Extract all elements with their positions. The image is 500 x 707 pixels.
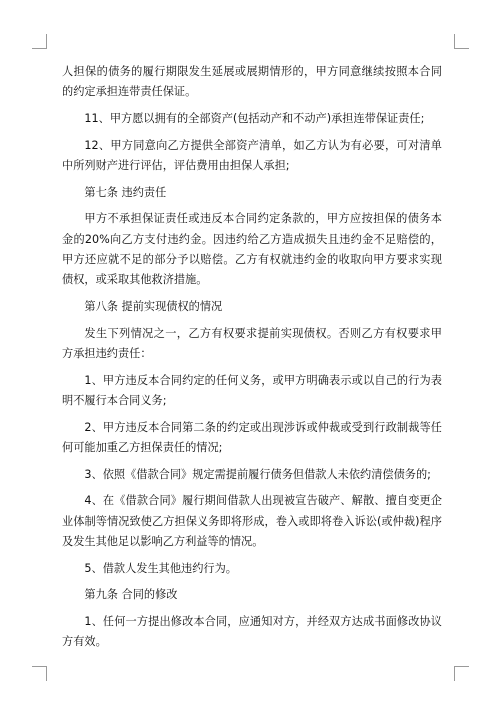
clause-12: 12、甲方同意向乙方提供全部资产清单，如乙方认为有必要，可对清单中所列财产进行评估，评估费用由担保人承担; bbox=[62, 138, 442, 172]
article-8-item-3: 3、依照《借款合同》规定需提前履行债务但借款人未依约清偿债务的; bbox=[84, 467, 431, 481]
crop-mark-bottom-right bbox=[454, 666, 469, 681]
article-9-item-1: 1、任何一方提出修改本合同，应通知对方，并经双方达成书面修改协议方有效。 bbox=[62, 614, 442, 649]
paragraph-continuation: 人担保的债务的履行期限发生延展或展期情形的，甲方同意继续按照本合同的约定承担连带责任保证。 bbox=[62, 65, 442, 99]
clause-11: 11、甲方愿以拥有的全部资产(包括动产和不动产)承担连带保证责任; bbox=[84, 112, 425, 125]
article-8-item-2: 2、甲方违反本合同第二条的约定或出现涉诉或仲裁或受到行政制裁等任何可能加重乙方担保责任的情况; bbox=[62, 420, 442, 454]
crop-mark-top-right bbox=[454, 34, 469, 49]
document-body bbox=[62, 62, 442, 659]
crop-mark-top-left bbox=[32, 34, 47, 49]
article-8-item-1: 1、甲方违反本合同约定的任何义务，或甲方明确表示或以自己的行为表明不履行本合同义务; bbox=[62, 373, 442, 407]
section-heading-article-8: 第八条 提前实现债权的情况 bbox=[84, 300, 223, 313]
crop-mark-bottom-left bbox=[32, 666, 47, 681]
section-heading-article-7: 第七条 违约责任 bbox=[84, 185, 167, 199]
article-8-item-4: 4、在《借款合同》履行期间借款人出现被宣告破产、解散、擅自变更企业体制等情况致使乙方担保义务即将形成，卷入或即将卷入诉讼(或仲裁)程序及发生其他足以影响乙方利益等的情况。 bbox=[62, 494, 442, 548]
article-8-intro: 发生下列情况之一，乙方有权要求提前实现债权。否则乙方有权要求甲方承担违约责任： bbox=[62, 326, 442, 360]
section-heading-article-9: 第九条 合同的修改 bbox=[84, 588, 178, 602]
article-7-body: 甲方不承担保证责任或违反本合同约定条款的，甲方应按担保的债务本金的20%向乙方支付违约金。因违约给乙方造成损失且违约金不足赔偿的，甲方还应就不足的部分予以赔偿。乙方有权就违约金的收取向甲方要求实现债权，或采取其他救济措施。 bbox=[62, 212, 442, 287]
article-8-item-5: 5、借款人发生其他违约行为。 bbox=[84, 561, 237, 575]
